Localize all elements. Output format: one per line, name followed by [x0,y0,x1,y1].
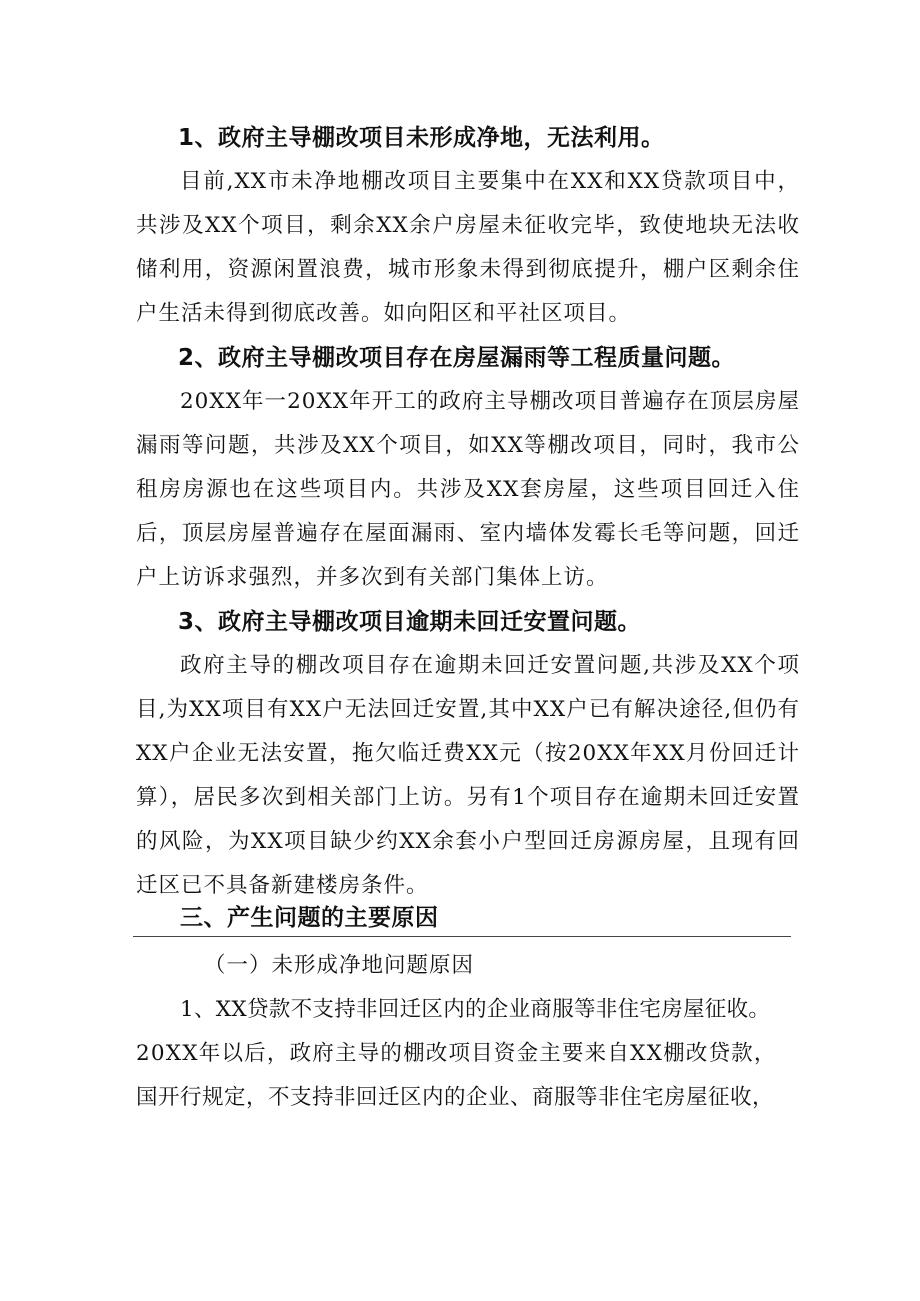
paragraph-3: 政府主导的棚改项目存在逾期未回迁安置问题,共涉及XX个项目,为XX项目有XX户无法回迁安置,其中XX户已有解决途径,但仍有XX户企业无法安置，拖欠临迁费XX元（按20XX年XX月份回迁计算），居民多次到相关部门上访。另有1个项目存在逾期未回迁安置的风险，为XX项目缺少约XX余套小户型回迁房源房屋，且现有回迁区已不具备新建楼房条件。 [136,653,800,898]
item-1-line-2: 20XX年以后，政府主导的棚改项目资金主要来自XX棚改贷款， [136,1041,777,1066]
item-heading-2: 2、政府主导棚改项目存在房屋漏雨等工程质量问题。 [178,345,736,371]
item-1-line-3: 国开行规定，不支持非回迁区内的企业、商服等非住宅房屋征收， [136,1085,775,1110]
section-heading: 三、产生问题的主要原因 [180,905,439,931]
paragraph-1: 目前,XX市未净地棚改项目主要集中在XX和XX贷款项目中，共涉及XX个项目，剩余XX余户房屋未征收完毕，致使地块无法收储利用，资源闲置浪费，城市形象未得到彻底提升，棚户区剩余住户生活未得到彻底改善。如向阳区和平社区项目。 [136,169,800,326]
item-heading-1: 1、政府主导棚改项目未形成净地，无法利用。 [178,125,665,151]
subsection-heading: （一）未形成净地问题原因 [204,953,475,978]
paragraph-2: 20XX年一20XX年开工的政府主导棚改项目普遍存在顶层房屋漏雨等问题，共涉及XX个项目，如XX等棚改项目，同时，我市公租房房源也在这些项目内。共涉及XX套房屋，这些项目回迁入住后，顶层房屋普遍存在屋面漏雨、室内墙体发霉长毛等问题，回迁户上访诉求强烈，并多次到有关部门集体上访。 [136,389,800,590]
item-heading-3: 3、政府主导棚改项目逾期未回迁安置问题。 [178,609,642,635]
item-1-title: 1、XX贷款不支持非回迁区内的企业商服等非住宅房屋征收。 [180,997,771,1022]
section-divider [133,936,791,937]
